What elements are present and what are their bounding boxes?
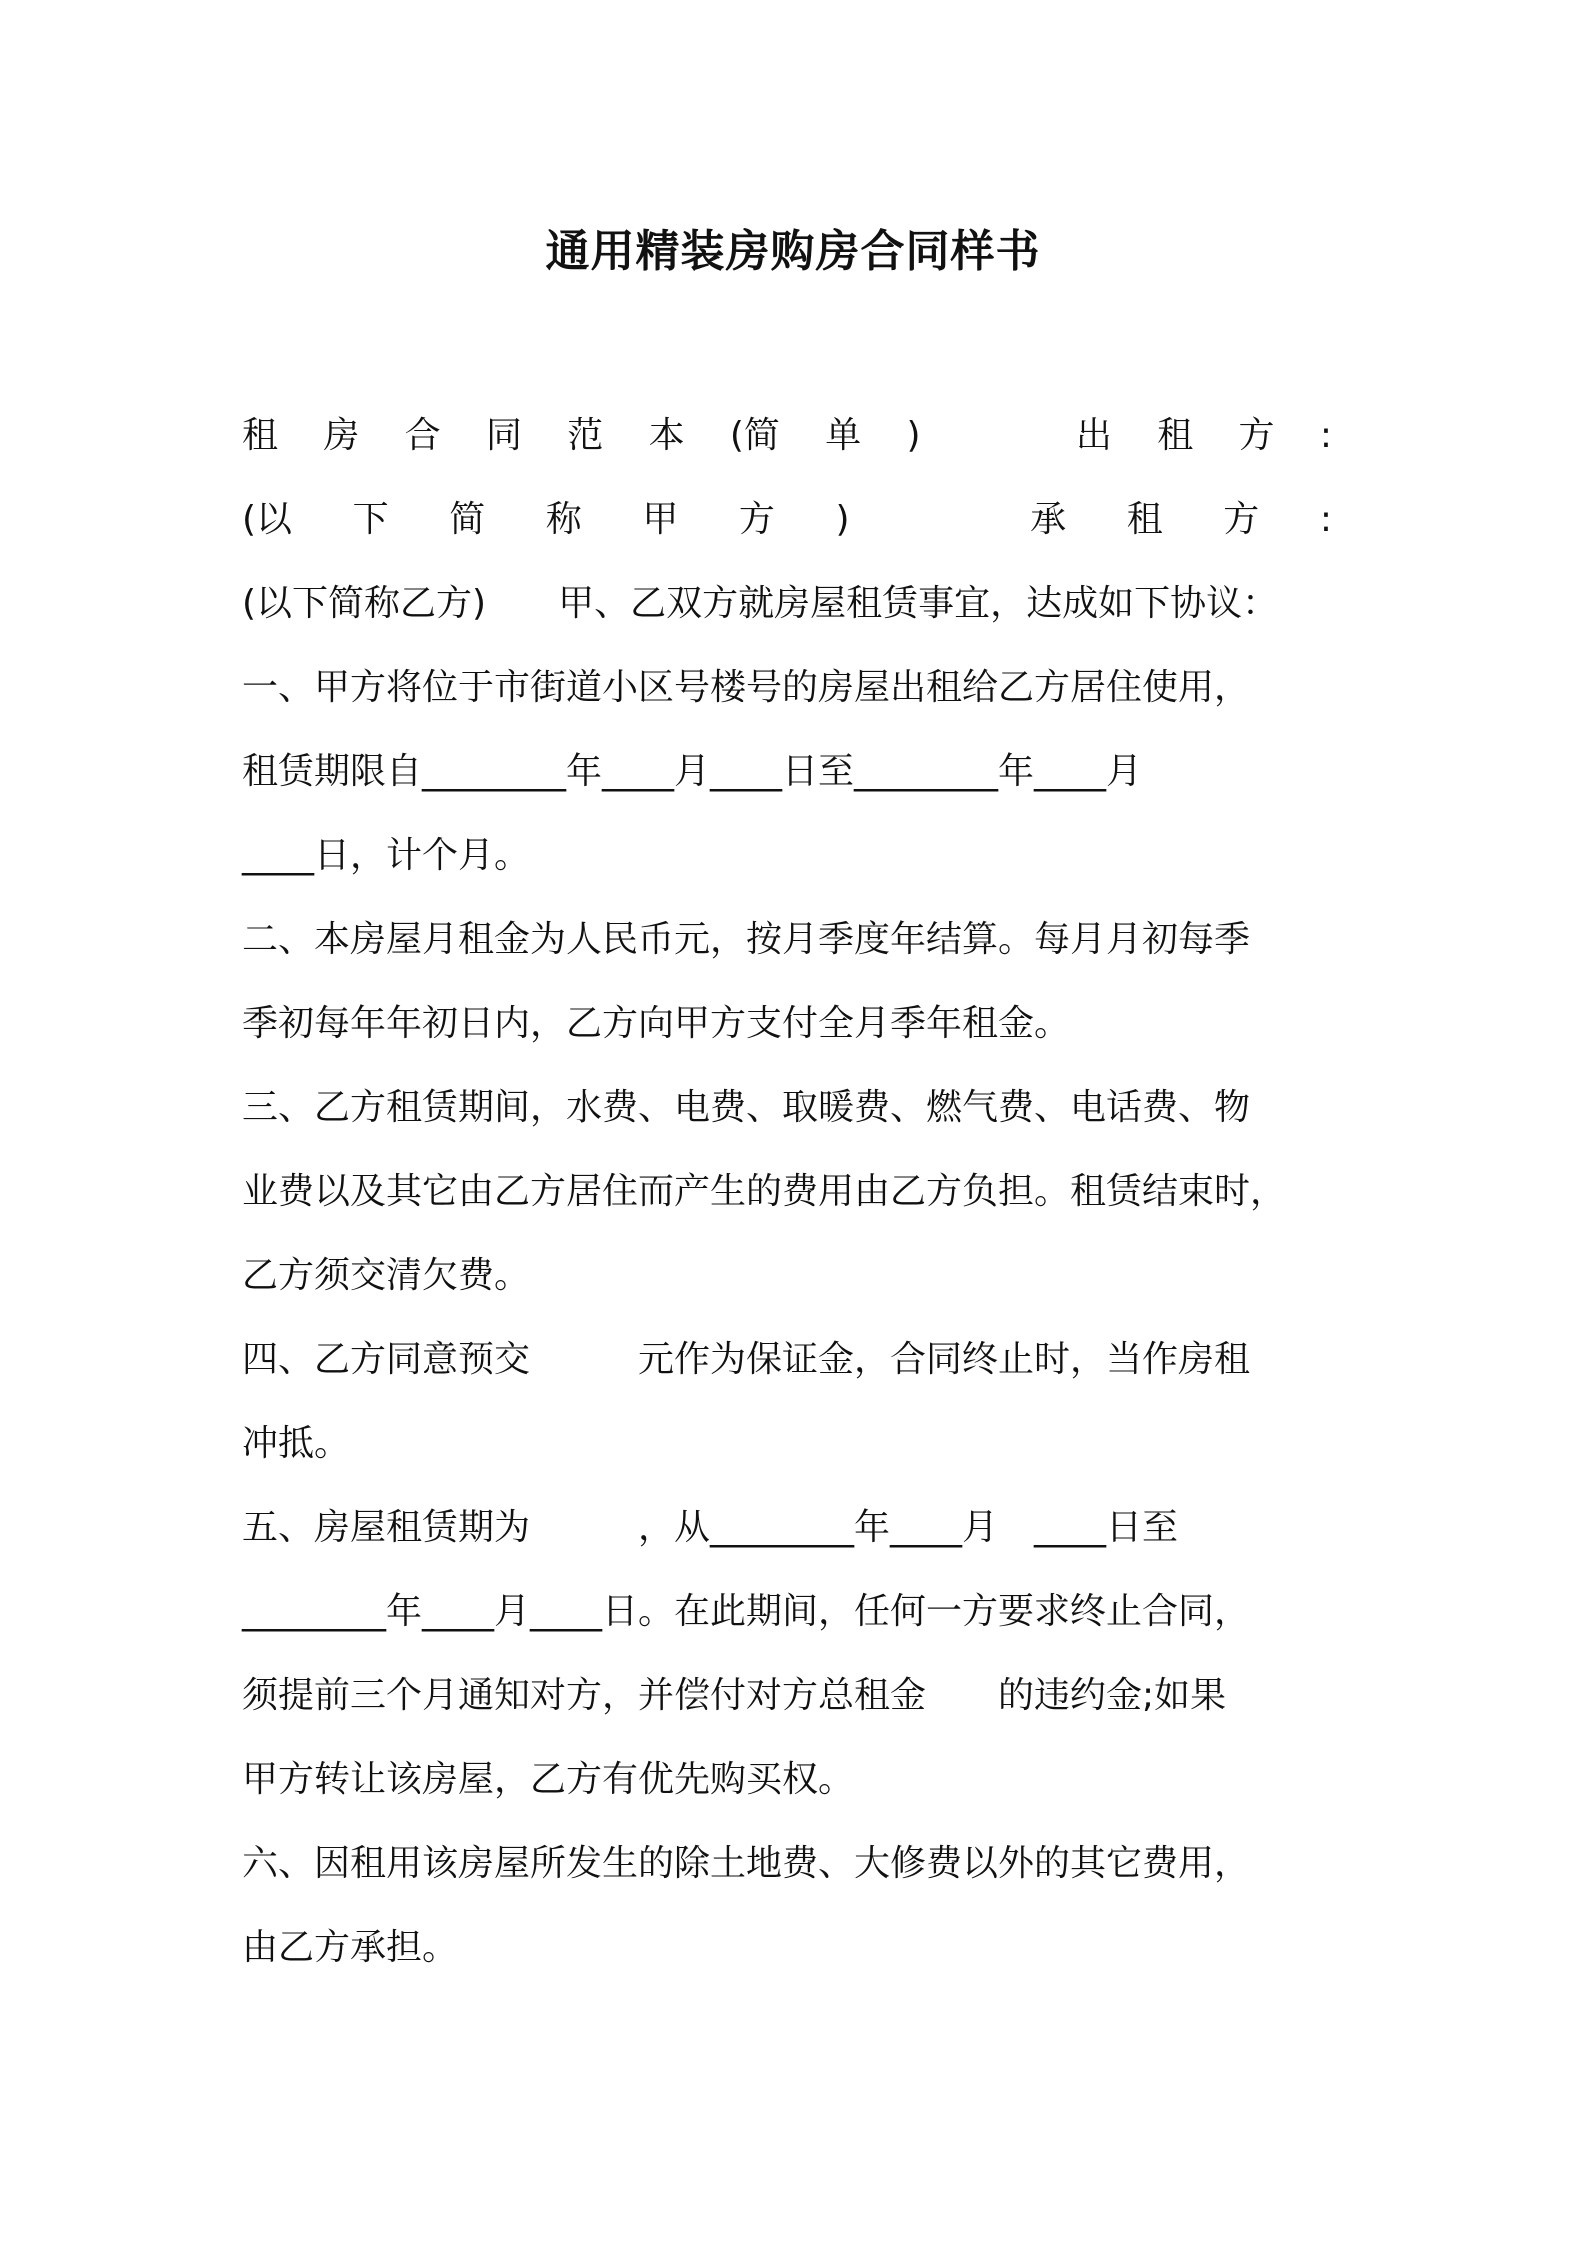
- body-line: 租赁期限自________年____月____日至________年____月: [242, 751, 1143, 792]
- body-line: 由乙方承担。: [242, 1927, 459, 1968]
- header-char: 本: [648, 415, 685, 456]
- header-char: 简: [449, 499, 486, 540]
- header-char: (以: [242, 499, 293, 540]
- body-line: 乙方须交清欠费。: [242, 1255, 531, 1296]
- header-char: 方: [1223, 499, 1260, 540]
- body-line: 四、乙方同意预交 元作为保证金，合同终止时，当作房租: [242, 1339, 1251, 1380]
- body-line: 五、房屋租赁期为 ，从________年____月 ____日至: [242, 1507, 1179, 1548]
- header-char: :: [1319, 415, 1332, 456]
- body-line: 冲抵。: [242, 1423, 351, 1464]
- body-line: 六、因租用该房屋所发生的除土地费、大修费以外的其它费用，: [242, 1843, 1251, 1884]
- header-line-1: [242, 410, 1332, 462]
- header-char: ): [906, 415, 921, 456]
- header-char: :: [1319, 499, 1332, 540]
- header-line-2: [242, 494, 1332, 546]
- body-line: ________年____月____日。在此期间，任何一方要求终止合同，: [242, 1591, 1251, 1632]
- body-line: ____日，计个月。: [242, 835, 531, 876]
- header-char: 租: [1157, 415, 1194, 456]
- header-char: 同: [485, 415, 522, 456]
- header-char: 甲: [642, 499, 679, 540]
- body-line: 季初每年年初日内，乙方向甲方支付全月季年租金。: [242, 1003, 1071, 1044]
- header-char: 租: [1126, 499, 1163, 540]
- header-char: 租: [242, 415, 279, 456]
- body-line: 须提前三个月通知对方，并偿付对方总租金 的违约金;如果: [242, 1675, 1227, 1716]
- header-char: 单: [825, 415, 862, 456]
- body-line: 一、甲方将位于市街道小区号楼号的房屋出租给乙方居住使用，: [242, 667, 1251, 708]
- body-line: 三、乙方租赁期间，水费、电费、取暖费、燃气费、电话费、物: [242, 1087, 1251, 1128]
- header-char: (简: [729, 415, 780, 456]
- body-line: 业费以及其它由乙方居住而产生的费用由乙方负担。租赁结束时，: [242, 1171, 1287, 1212]
- header-char: 范: [567, 415, 604, 456]
- document-title: 通用精装房购房合同样书: [545, 226, 1041, 277]
- header-char: 称: [545, 499, 582, 540]
- body-line: (以下简称乙方) 甲、乙双方就房屋租赁事宜，达成如下协议：: [242, 583, 1279, 624]
- header-char: 出: [1075, 415, 1112, 456]
- header-char: 下: [352, 499, 389, 540]
- body-line: 甲方转让该房屋，乙方有优先购买权。: [242, 1759, 855, 1800]
- header-char: 方: [738, 499, 775, 540]
- header-char: 合: [404, 415, 441, 456]
- body-line: 二、本房屋月租金为人民币元，按月季度年结算。每月月初每季: [242, 919, 1251, 960]
- header-char: 房: [323, 415, 360, 456]
- header-char: ): [835, 499, 850, 540]
- header-char: 承: [1030, 499, 1067, 540]
- header-char: 方: [1238, 415, 1275, 456]
